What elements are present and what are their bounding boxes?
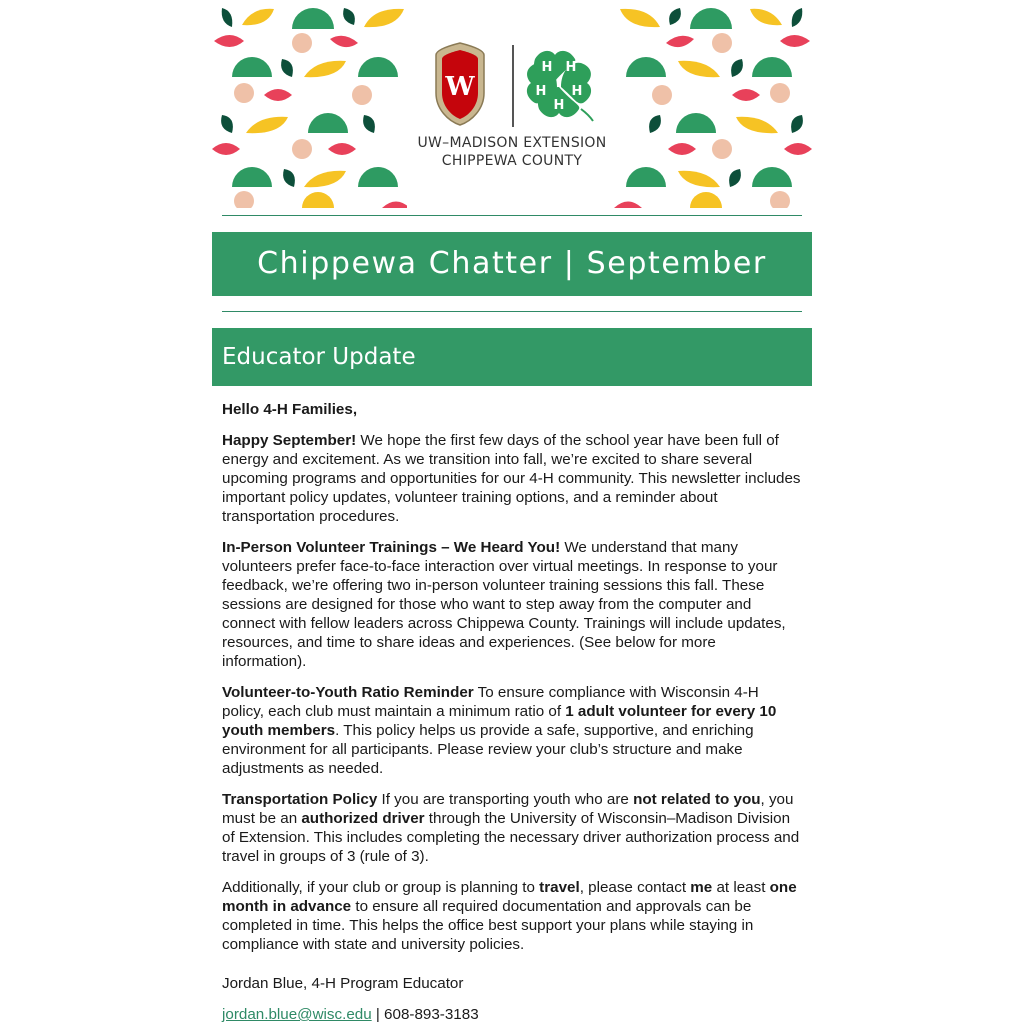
paragraph-volunteer-trainings: In-Person Volunteer Trainings – We Heard You! We understand that many volunteers prefer face-to-face interaction over virtual meetings. In response to your feedback, we’re offering two in-person volunteer training sessions this fall. These sessions are designed for those who want to step away from the computer and connect with fellow leaders across Chippewa County. Trainings will include updates, resources, and time to share ideas and experiences. (See below for more information). [222, 539, 786, 670]
phone-number: | 608-893-3183 [371, 1006, 479, 1023]
section-heading: Educator Update [222, 344, 416, 370]
svg-text:W: W [445, 72, 475, 102]
divider-top [222, 215, 802, 216]
paragraph-welcome: Happy September! We hope the first few days of the school year have been full of energy and excitement. As we transition into fall, we’re excited to share several upcoming programs and opportunities for our 4-H community. This newsletter includes important policy updates, volunteer training options, and a reminder about transportation procedures. [222, 432, 801, 525]
email-link[interactable]: jordan.blue@wisc.edu [222, 1006, 372, 1023]
svg-text:H: H [535, 84, 547, 99]
header-banner [212, 3, 812, 208]
svg-text:H: H [565, 60, 577, 75]
decorative-pattern-left [212, 3, 412, 208]
paragraph-transportation-policy: Transportation Policy If you are transporting youth who are not related to you, you must be an authorized driver through the University of Wisconsin–Madison Division of Extension. This includes completing the necessary driver authorization process and travel in groups of 3 (rule of 3). [222, 791, 800, 865]
svg-text:H: H [571, 84, 583, 99]
decorative-pattern-right [612, 3, 812, 208]
svg-text:H: H [541, 60, 553, 75]
svg-text:H: H [553, 98, 565, 113]
divider-bottom [222, 311, 802, 312]
logo-text-line1: UW–MADISON EXTENSION [417, 135, 607, 151]
extension-logo [407, 3, 617, 208]
section-heading-bar [212, 328, 812, 386]
newsletter-column [212, 0, 812, 1023]
logo-divider [512, 45, 514, 127]
uw-crest-icon [432, 41, 488, 127]
newsletter-title: Chippewa Chatter | September [212, 232, 812, 296]
paragraph-ratio-reminder: Volunteer-to-Youth Ratio Reminder To ensure compliance with Wisconsin 4-H policy, each club must maintain a minimum ratio of 1 adult volunteer for every 10 youth members. This policy helps us provide a safe, supportive, and enriching environment for all participants. Please review your club’s structure and make adjustments as needed. [222, 684, 777, 777]
logo-text-line2: CHIPPEWA COUNTY [441, 153, 583, 169]
contact-line [222, 1005, 804, 1024]
greeting: Hello 4-H Families, [222, 401, 358, 418]
4h-clover-icon [519, 43, 599, 129]
educator-update-body [222, 400, 804, 1024]
paragraph-travel-notice: Additionally, if your club or group is planning to travel, please contact me at least one month in advance to ensure all required documentation and approvals can be completed in time. This helps the office best support your plans while staying in compliance with state and university policies. [222, 879, 797, 953]
signature: Jordan Blue, 4-H Program Educator [222, 975, 464, 992]
